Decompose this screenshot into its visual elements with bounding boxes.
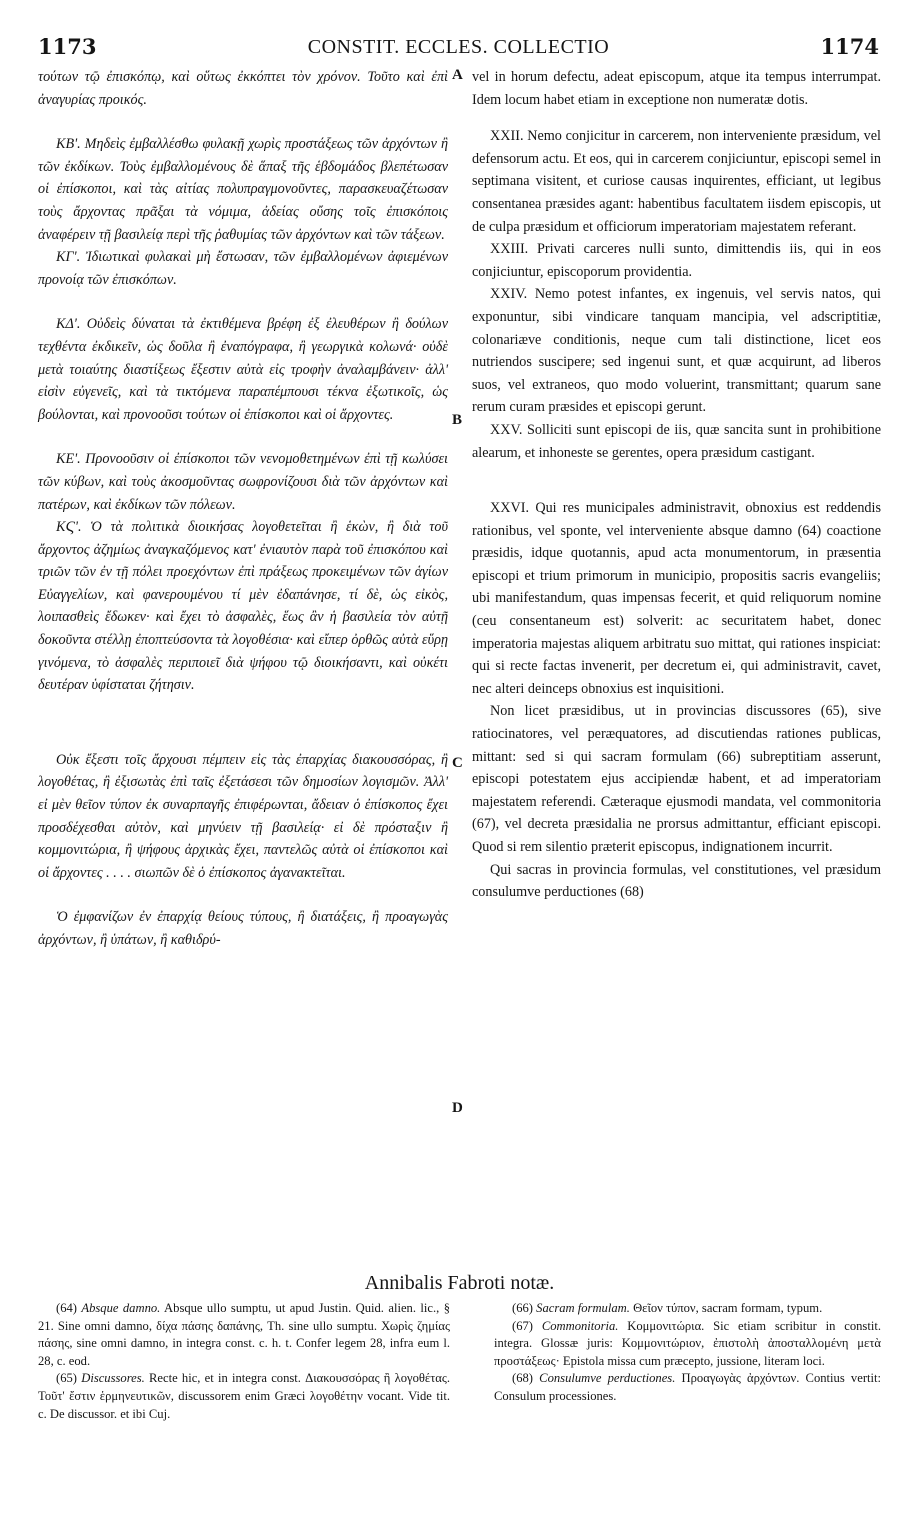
greek-paragraph: ΚΒ'. Μηδεὶς ἐμβαλλέσθω φυλακῇ χωρὶς προστάξεως τῶν ἀρχόντων ἢ τῶν ἐκδίκων. Τοὺς ἐμβαλλομένους δὲ ἅπαξ τῆς ἑβδομάδος βλεπέτωσαν οἱ ἐπίσκοποι, καὶ τὰς αἰτίας πολυπραγμονοῦντες, παρασκευαζέτωσαν τοὺς ἄρχοντας πρᾶξαι τὰ νόμιμα, ἀδείας οὔσης τοῖς ἐπισκόποις ἀναφέρειν τῇ βασιλείᾳ περὶ τῆς ῥαθυμίας τῶν ἀρχόντων καὶ τῶν τάξεων. [38, 136, 448, 243]
margin-marker: C [452, 755, 463, 771]
footnote-label: Discussores. [81, 1371, 145, 1386]
footnote-label: Sacram formulam. [536, 1301, 630, 1315]
footnote-text: Θεῖον τύπον, sacram formam, typum. [633, 1301, 823, 1315]
latin-paragraph: Qui sacras in provincia formulas, vel constitutiones, vel præsidum consulumve perductiones (68) [472, 861, 881, 901]
latin-paragraph: vel in horum defectu, adeat episcopum, atque ita tempus interrumpat. Idem locum habet etiam in exceptione non numeratæ dotis. [472, 69, 881, 108]
notes-right-column [494, 1300, 881, 1406]
footnote [38, 1370, 450, 1423]
notes-title: Annibalis Fabroti notæ. [364, 1272, 555, 1294]
greek-paragraph: τούτων τῷ ἐπισκόπῳ, καὶ οὕτως ἐκκόπτει τὸν χρόνον. Τοῦτο καὶ ἐπὶ ἀναγυρίας προικός. [38, 69, 448, 108]
latin-column [472, 66, 881, 904]
footnote-number: (64) [56, 1301, 77, 1315]
footnote-text: Κομμονιτώρια. Sic etiam scribitur in constit. integra. Glossæ juris: Κομμονιτώριον, ἐπιστολὴ ἀποσταλλομένη μετὰ προστάξεως· Epistola missa cum præcepto, jussione, literam loci. [494, 1318, 881, 1368]
latin-paragraph: XXII. Nemo conjicitur in carcerem, non interveniente præsidum, vel defensorum actu. Et eos, qui in carcerem conjiciuntur, episcopi semel in septimana visitent, et curiose causas inquirentes, efficiant, ut legibus consentanea præsides agant: habentibus facultatem iisdem episcopis, ut de culpa præsidum et officiorum imperatoriam majestatem referant. [472, 128, 881, 235]
footnote-text: Recte hic, et in integra const. Διακουσσόρας ἢ λογοθέτας. Τοῦτ' ἔστιν ἑρμηνευτικῶν, discussorem enim Græci λογοθέτην vocant. Vide tit. c. De discussor. et ibi Cuj. [38, 1371, 450, 1421]
margin-marker: B [452, 412, 463, 428]
footnote-number: (68) [512, 1371, 533, 1386]
greek-paragraph: Οὐκ ἔξεστι τοῖς ἄρχουσι πέμπειν εἰς τὰς ἐπαρχίας διακουσσόρας, ἢ λογοθέτας, ἢ ἐξισωτὰς ἐπὶ ταῖς ἐξετάσεσι τῶν δημοσίων λογισμῶν. Ἀλλ' εἰ μὲν θεῖον τύπον ἐκ συναρπαγῆς ἐπιφέρωνται, ἄδειαν ὁ ἐπίσκοπος ἔχει προσδέχεσθαι αὐτὸν, καὶ μηνύειν τῇ βασιλείᾳ· εἰ δὲ πρόσταξιν ἢ κομμονιτώρια, ἢ ψήφους ἀρχικὰς ἔχει, παντελῶς αὐτὰ οἱ ἐπίσκοποι καὶ οἱ ἄρχοντες . . . . σιωπῶν δὲ ὁ ἐπίσκοπος ἀγανακτεῖται. [38, 751, 448, 881]
footnote [494, 1370, 881, 1405]
footnote [38, 1300, 450, 1370]
page-header [38, 34, 879, 64]
footnote-text: Absque ullo sumptu, ut apud Justin. Quid. alien. lic., § 21. Sine omni damno, δίχα πάσης δαπάνης, Th. sine ullo sumptu. Χωρὶς ζημίας πάσης, sine omni damno, in integra const. c. h. t. Confer legem 28, infra eum l. 28, c. eod. [38, 1301, 450, 1368]
latin-paragraph: XXVI. Qui res municipales administravit, obnoxius est reddendis rationibus, vel sponte, vel interveniente absque damno (64) coactione præsidis, idque quotannis, apud acta monumentorum, in præsentia episcopi et trium primorum in municipio, propositis sacris evangeliis; ubi manifestandum, quas impensas fecerit, et quid reliquorum nomine (ceu consentaneum est) solverit: ac securitatem habet, donec imperatoria majestas aliquem arbitratu suo mittat, qui rationes inspiciat: qui si recte factas invenerit, per decretum ei, qui administravit, cavet, nec alteri deinceps obnoxius est inquisitioni. [472, 500, 881, 697]
footnote [494, 1300, 881, 1318]
footnote-number: (65) [56, 1371, 77, 1386]
footnote-label: Absque damno. [81, 1301, 161, 1315]
greek-column [38, 66, 448, 952]
margin-marker: D [452, 1100, 463, 1116]
running-title: CONSTIT. ECCLES. COLLECTIO [307, 36, 610, 58]
footnote-number: (67) [512, 1318, 533, 1333]
footnote-text: Προαγωγὰς ἀρχόντων. Contius vertit: Consulum processiones. [494, 1371, 882, 1403]
footnote [494, 1318, 881, 1371]
margin-marker: A [452, 67, 463, 83]
left-page-number: 1173 [38, 34, 97, 59]
greek-paragraph: Ὁ ἐμφανίζων ἐν ἐπαρχίᾳ θείους τύπους, ἢ διατάξεις, ἢ προαγωγὰς ἀρχόντων, ἢ ὑπάτων, ἢ καθιδρύ- [38, 909, 448, 948]
greek-paragraph: ΚϚ'. Ὁ τὰ πολιτικὰ διοικήσας λογοθετεῖται ἢ ἑκὼν, ἢ διὰ τοῦ ἄρχοντος ἀζημίως ἀναγκαζόμενος κατ' ἐνιαυτὸν παρὰ τοῦ ἐπισκόπου καὶ τριῶν τῶν ἐν τῇ πόλει προεχόντων ἐπὶ πράξεως προκειμένων τῶν ἁγίων Εὐαγγελίων, καὶ φανερουμένου τί μὲν ἐδαπάνησε, τί δὲ, ὡς εἰκὸς, λοιπασθεὶς ἔδωκεν· καὶ ἔχει τὸ ἀσφαλὲς, ἕως ἂν ἡ βασιλεία τὸν αὐτῇ δοκοῦντα στέλλῃ ἐποπτεύσοντα τὰ λογοθέσια· καὶ εἴπερ ὀρθῶς αὐτὰ εὕρῃ γινόμενα, τὸ ἀσφαλὲς περιποιεῖ διὰ ψήφου τῷ διοικήσαντι, καὶ οὐκέτι δευτέραν ὑφίσταται ζήτησιν. [38, 519, 448, 694]
footnote-label: Commonitoria. [541, 1318, 619, 1333]
greek-paragraph: ΚΓ'. Ἰδιωτικαὶ φυλακαὶ μὴ ἔστωσαν, τῶν ἐμβαλλομένων ἀφιεμένων προνοίᾳ τῶν ἐπισκόπων. [38, 249, 448, 288]
greek-paragraph: ΚΕ'. Προνοοῦσιν οἱ ἐπίσκοποι τῶν νενομοθετημένων ἐπὶ τῇ κωλύσει τῶν κύβων, καὶ τοὺς ἀκοσμοῦντας σωφρονίζουσι διὰ τῶν ἀρχόντων καὶ πατέρων, καὶ ἐκδίκων τῶν πόλεων. [38, 451, 448, 513]
latin-paragraph: XXIII. Privati carceres nulli sunto, dimittendis iis, qui in eos conjiciuntur, episcoporum providentia. [472, 241, 881, 280]
greek-paragraph: ΚΔ'. Οὐδεὶς δύναται τὰ ἐκτιθέμενα βρέφη ἐξ ἐλευθέρων ἢ δούλων τεχθέντα ἐκδικεῖν, ὡς δοῦλα ἢ ἐναπόγραφα, ἢ γεωργικὰ κολωνά· οὐδὲ μετὰ τοιαύτης διαστίξεως ἔξεστιν αὐτὰ εἰς τροφὴν ἀναλαμβάνειν· ἀλλ' εἰσὶν εὐγενεῖς, καὶ τὰ τικτόμενα παραπέμπουσι τέκνα ἐξωτικοῖς, ὡς βούλονται, καὶ προνοοῦσι τούτων οἱ ἐπίσκοποι καὶ οἱ ἄρχοντες. [38, 316, 448, 423]
latin-paragraph: XXV. Solliciti sunt episcopi de iis, quæ sancita sunt in prohibitione alearum, et inhoneste se gerentes, opera præsidum castigant. [472, 421, 881, 461]
notes-left-column [38, 1300, 450, 1423]
footnote-label: Consulumve perductiones. [539, 1371, 676, 1386]
footnote-number: (66) [512, 1301, 533, 1315]
right-page-number: 1174 [820, 34, 879, 59]
latin-paragraph: XXIV. Nemo potest infantes, ex ingenuis, vel servis natos, qui exponuntur, sibi vindicare tanquam mancipia, vel adscriptitiæ, colonariæve conditionis, neque cum tali distinctione, licet eos nutriendos suscipere; sed ingenui sunt, et quæ acquirunt, ad liberos suos, vel extraneos, quo modo voluerint, transmittant; quarum sane rerum curam præsides et episcopi gerunt. [472, 286, 881, 416]
latin-paragraph: Non licet præsidibus, ut in provincias discussores (65), sive ratiocinatores, vel peræquatores, ad discutiendas rationes publicas, mittant: sed si qui sacram formulam (66) subreptitiam asserunt, episcopi potestatem ejus accipiendæ habent, et ad imperatoriam majestatem referendi. Cæteraque ejusmodi mandata, vel commonitoria (67), vel decreta præsidalia ne prorsus admittantur, efficiant episcopi. Quod si rem silentio præterit episcopus, indignationem incurrit. [472, 703, 881, 855]
